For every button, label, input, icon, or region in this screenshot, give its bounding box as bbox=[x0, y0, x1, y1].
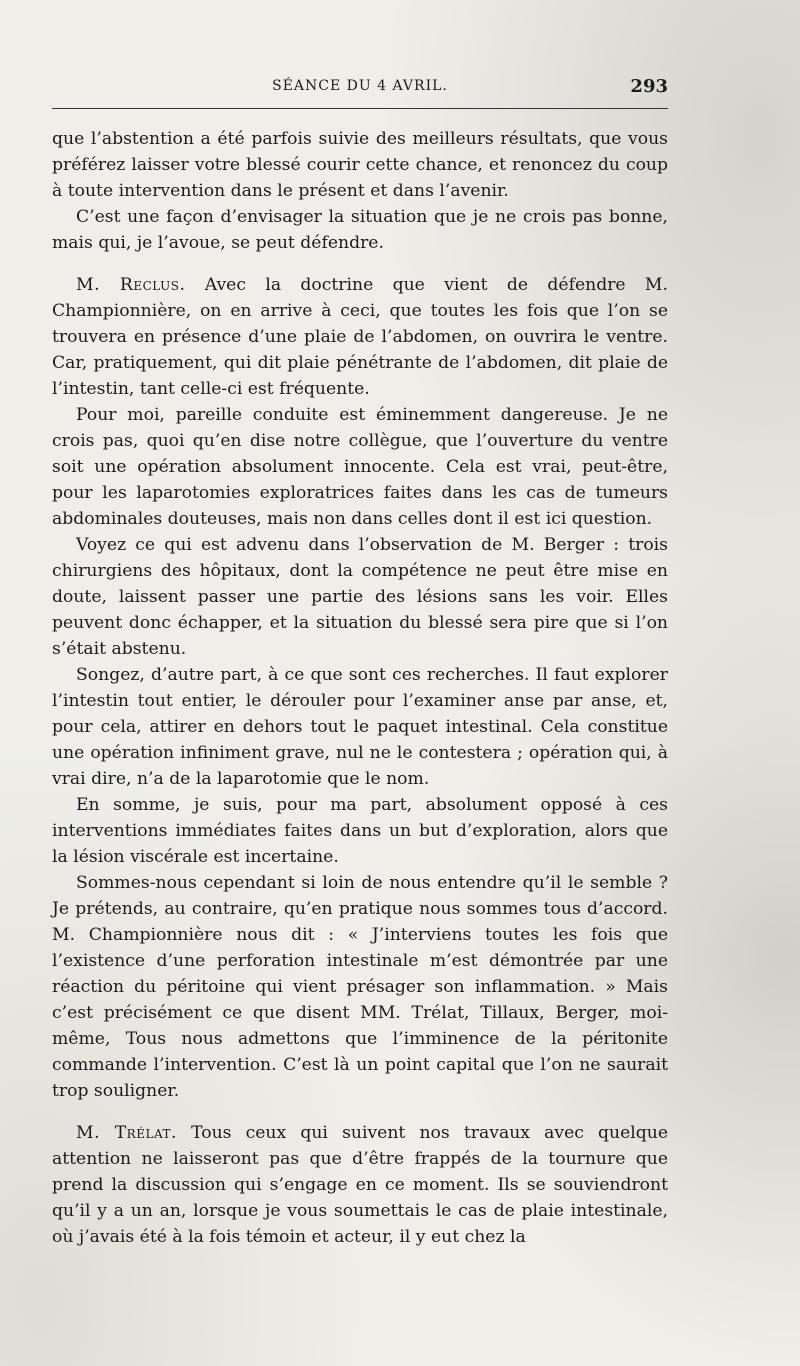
body-text bbox=[52, 126, 668, 1250]
paragraph-text: C’est une façon d’envisager la situation que je ne crois pas bonne, mais qui, je l’avoue, se peut défendre. bbox=[52, 207, 668, 253]
paragraph-text: Pour moi, pareille conduite est éminemment dangereuse. Je ne crois pas, quoi qu’en dise notre collègue, que l’ouverture du ventre soit une opération absolument innocente. Cela est vrai, peut-être, pour les laparotomies exploratrices faites dans les cas de tumeurs abdominales douteuses, mais non dans celles dont il est ici question. bbox=[52, 405, 668, 529]
paragraph-4 bbox=[52, 402, 668, 532]
page-number: 293 bbox=[630, 76, 668, 97]
running-head bbox=[52, 76, 668, 100]
paragraph-text: Sommes-nous cependant si loin de nous entendre qu’il le semble ? Je prétends, au contraire, qu’en pratique nous sommes tous d’accord. M. Championnière nous dit : « J’interviens toutes les fois que l’existence d’une perforation intestinale m’est démontrée par une réaction du péritoine qui vient présager son inflammation. » Mais c’est précisément ce que disent MM. Trélat, Tillaux, Berger, moi-même, Tous nous admettons que l’imminence de la péritonite commande l’intervention. C’est là un point capital que l’on ne saurait trop souligner. bbox=[52, 873, 668, 1101]
header-rule bbox=[52, 108, 668, 109]
paragraph-text: Tous ceux qui suivent nos travaux avec quelque attention ne laisseront pas que d’être frappés de la tournure que prend la discussion qui s’engage en ce moment. Ils se souviendront qu’il y a un an, lorsque je vous soumettais le cas de plaie intestinale, où j’avais été à la fois témoin et acteur, il y eut chez la bbox=[52, 1123, 669, 1247]
paragraph-7 bbox=[52, 792, 668, 870]
paragraph-reclus bbox=[52, 272, 668, 402]
paragraph-8 bbox=[52, 870, 668, 1104]
paragraph-trelat bbox=[52, 1120, 668, 1250]
paragraph-5 bbox=[52, 532, 668, 662]
paragraph-text: Songez, d’autre part, à ce que sont ces recherches. Il faut explorer l’intestin tout entier, le dérouler pour l’examiner anse par anse, et, pour cela, attirer en dehors tout le paquet intestinal. Cela constitue une opération infiniment grave, nul ne le contestera ; opération qui, à vrai dire, n’a de la laparotomie que le nom. bbox=[52, 665, 668, 789]
paragraph-text: En somme, je suis, pour ma part, absolument opposé à ces interventions immédiates faites dans un but d’exploration, alors que la lésion viscérale est incertaine. bbox=[52, 795, 668, 867]
speaker-name: M. Reclus. bbox=[76, 275, 186, 295]
paragraph-text: Avec la doctrine que vient de défendre M. Championnière, on en arrive à ceci, que toutes les fois que l’on se trouvera en présence d’une plaie de l’abdomen, on ouvrira le ventre. Car, pratiquement, qui dit plaie pénétrante de l’abdomen, dit plaie de l’intestin, tant celle-ci est fréquente. bbox=[52, 275, 668, 399]
running-title: SÉANCE DU 4 AVRIL. bbox=[272, 78, 448, 94]
paragraph-2 bbox=[52, 204, 668, 256]
speaker-name: M. Trélat. bbox=[76, 1123, 177, 1143]
paragraph-1 bbox=[52, 126, 668, 204]
paragraph-6 bbox=[52, 662, 668, 792]
paragraph-text: que l’abstention a été parfois suivie des meilleurs résultats, que vous préférez laisser votre blessé courir cette chance, et renoncez du coup à toute intervention dans le présent et dans l’avenir. bbox=[52, 129, 668, 201]
paragraph-text: Voyez ce qui est advenu dans l’observation de M. Berger : trois chirurgiens des hôpitaux, dont la compétence ne peut être mise en doute, laissent passer une partie des lésions sans les voir. Elles peuvent donc échapper, et la situation du blessé sera pire que si l’on s’était abstenu. bbox=[52, 535, 668, 659]
